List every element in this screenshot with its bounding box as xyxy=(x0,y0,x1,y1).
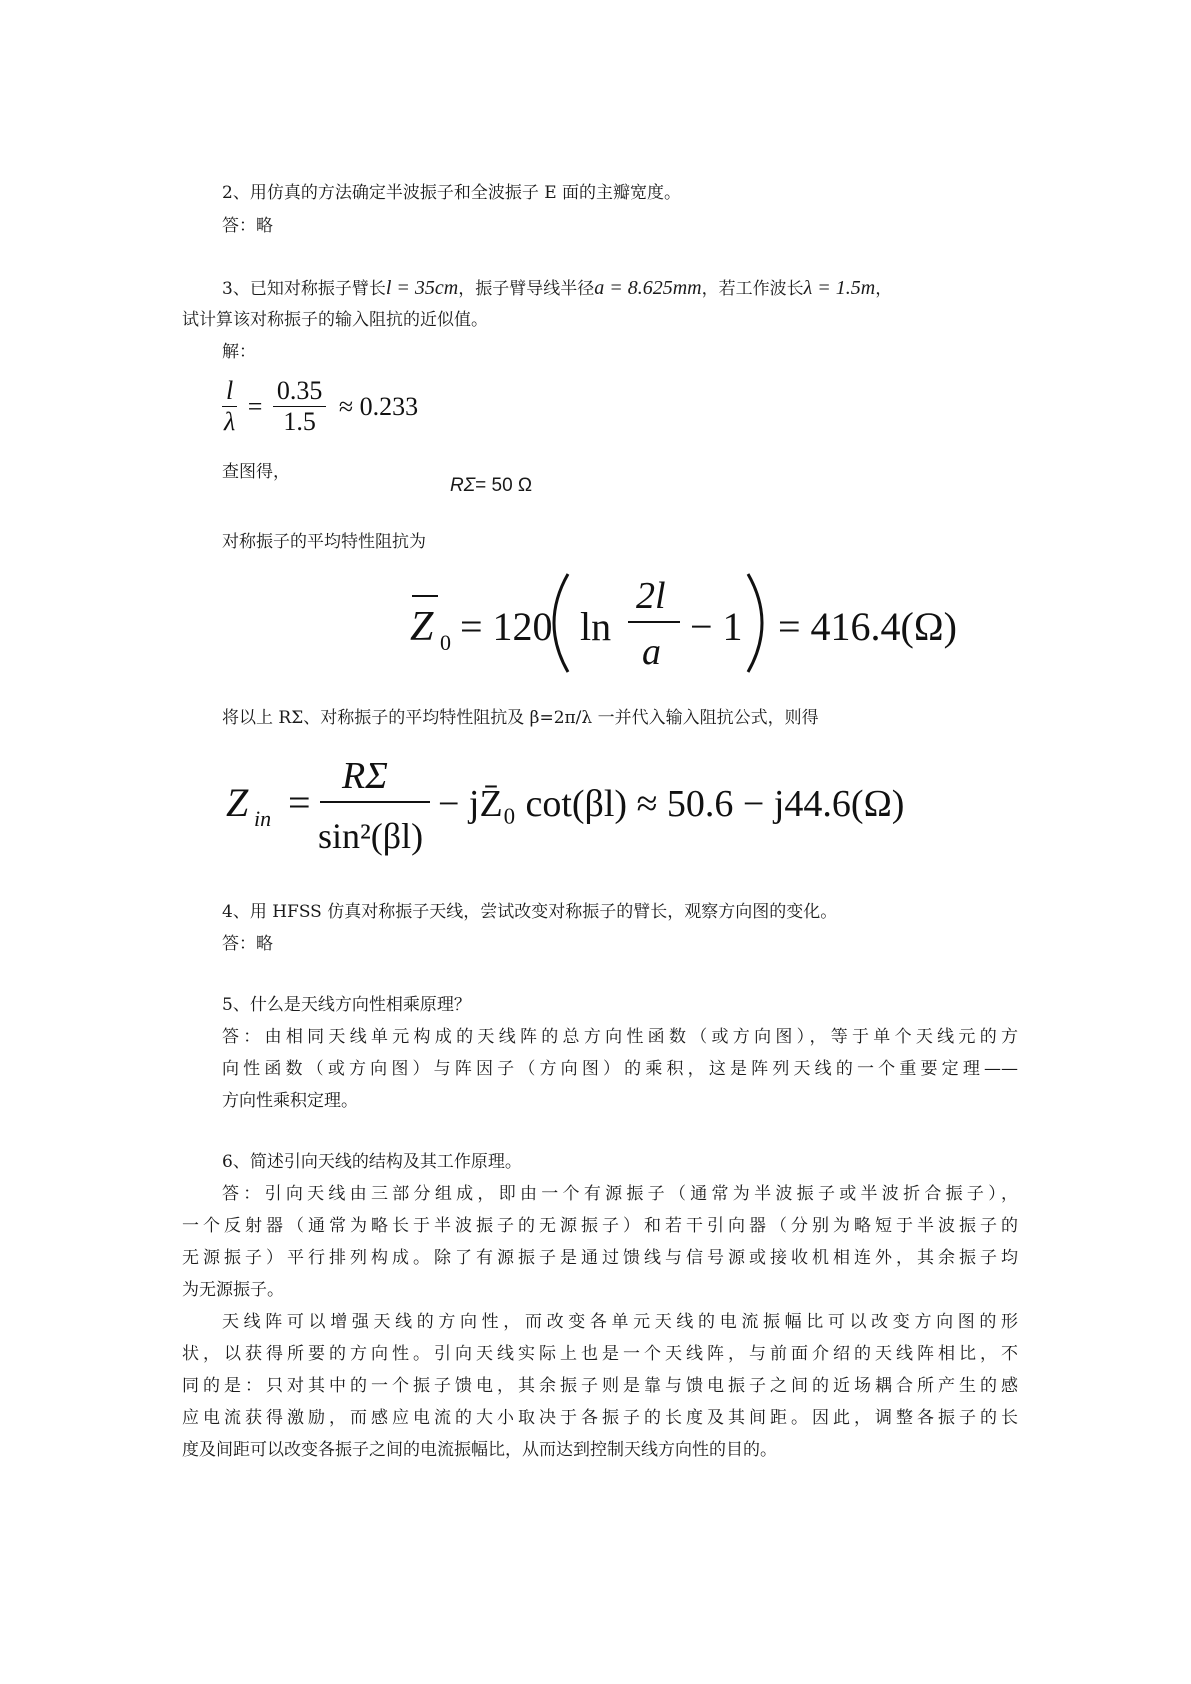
z0-eq-120: = 120 xyxy=(460,604,553,649)
zin-term2: − jZ̄₀ cot(βl) ≈ 50.6 − j44.6(Ω) xyxy=(438,783,905,825)
arm-length: l = 35cm xyxy=(385,277,459,299)
z0-ln: ln xyxy=(580,604,612,649)
z0-lhs: Z xyxy=(410,604,434,650)
ratio-lhs-den: λ xyxy=(223,407,236,436)
ratio-lhs-num: l xyxy=(222,376,237,407)
substitute-text: 将以上 RΣ、对称振子的平均特性阻抗及 β=2π/λ 一并代入输入阻抗公式，则得 xyxy=(222,708,819,728)
wavelength: λ = 1.5m xyxy=(803,277,876,299)
zin-lhs-sub: in xyxy=(254,806,272,831)
ratio-result: ≈ 0.233 xyxy=(338,391,419,421)
answer-6-p2-line-4: 应电流获得激励，而感应电流的大小取决于各振子的长度及其间距。因此，调整各振子的长 xyxy=(182,1408,1018,1428)
ratio-rhs-num: 0.35 xyxy=(273,376,327,407)
solution-label: 解： xyxy=(222,342,256,362)
ratio-eq-sign: = xyxy=(247,391,263,421)
z0-lhs-sub: 0 xyxy=(440,630,451,655)
answer-6-p2-line-3: 同的是：只对其中的一个振子馈电，其余振子则是靠与馈电振子之间的近场耦合所产生的感 xyxy=(182,1376,1018,1396)
z0-frac-den: a xyxy=(642,631,661,673)
answer-6-p2-line-5: 度及间距可以改变各振子之间的电流振幅比，从而达到控制天线方向性的目的。 xyxy=(182,1440,777,1460)
question-4: 4、用 HFSS 仿真对称振子天线，尝试改变对称振子的臂长，观察方向图的变化。 xyxy=(222,902,838,922)
z0-frac-num: 2l xyxy=(636,575,666,617)
answer-6-p1-line-2: 一个反射器（通常为略长于半波振子的无源振子）和若干引向器（分别为略短于半波振子的 xyxy=(182,1216,1018,1236)
question-6: 6、简述引向天线的结构及其工作原理。 xyxy=(222,1152,522,1172)
ratio-equation xyxy=(222,376,418,437)
zin-eq-sign: = xyxy=(288,780,311,825)
z0-minus-one: − 1 xyxy=(690,604,743,649)
z0-result: = 416.4(Ω) xyxy=(778,604,957,649)
answer-6-p1-line-1: 答：引向天线由三部分组成，即由一个有源振子（通常为半波振子或半波折合振子）， xyxy=(222,1184,1018,1204)
answer-2: 答：略 xyxy=(222,216,273,236)
q3-end: ， xyxy=(875,279,893,299)
z0-equation xyxy=(400,568,957,678)
zin-den: sin²(βl) xyxy=(318,816,424,856)
wire-radius: a = 8.625mm xyxy=(594,277,702,299)
question-2: 2、用仿真的方法确定半波振子和全波振子 E 面的主瓣宽度。 xyxy=(222,183,682,203)
answer-6-p2-line-2: 状，以获得所要的方向性。引向天线实际上也是一个天线阵，与前面介绍的天线阵相比，不 xyxy=(182,1344,1018,1364)
answer-5-line-3: 方向性乘积定理。 xyxy=(222,1091,358,1111)
r-sigma-line xyxy=(450,474,532,498)
zin-lhs: Z xyxy=(226,780,249,825)
lookup-text: 查图得， xyxy=(222,462,290,482)
q3-mid2: ，若工作波长 xyxy=(701,279,804,299)
question-3-line-1 xyxy=(222,276,892,301)
r-sigma-symbol: RΣ xyxy=(450,475,476,496)
answer-6-p2-line-1: 天线阵可以增强天线的方向性，而改变各单元天线的电流振幅比可以改变方向图的形 xyxy=(222,1312,1018,1332)
r-sigma-value: = 50 Ω xyxy=(475,475,533,496)
question-3-line-2: 试计算该对称振子的输入阻抗的近似值。 xyxy=(182,310,488,330)
q3-prefix: 3、已知对称振子臂长 xyxy=(222,279,386,299)
q3-mid1: ，振子臂导线半径 xyxy=(458,279,595,299)
zin-num: RΣ xyxy=(342,755,388,797)
answer-5-line-2: 向性函数（或方向图）与阵因子（方向图）的乘积，这是阵列天线的一个重要定理—— xyxy=(222,1059,1018,1079)
answer-6-p1-line-4: 为无源振子。 xyxy=(182,1280,284,1300)
question-5: 5、什么是天线方向性相乘原理？ xyxy=(222,995,471,1015)
ratio-rhs-den: 1.5 xyxy=(283,407,316,436)
avg-impedance-text: 对称振子的平均特性阻抗为 xyxy=(222,532,426,552)
answer-4: 答：略 xyxy=(222,934,273,954)
zin-equation xyxy=(222,752,922,860)
answer-6-p1-line-3: 无源振子）平行排列构成。除了有源振子是通过馈线与信号源或接收机相连外，其余振子均 xyxy=(182,1248,1018,1268)
answer-5-line-1: 答：由相同天线单元构成的天线阵的总方向性函数（或方向图），等于单个天线元的方 xyxy=(222,1027,1018,1047)
